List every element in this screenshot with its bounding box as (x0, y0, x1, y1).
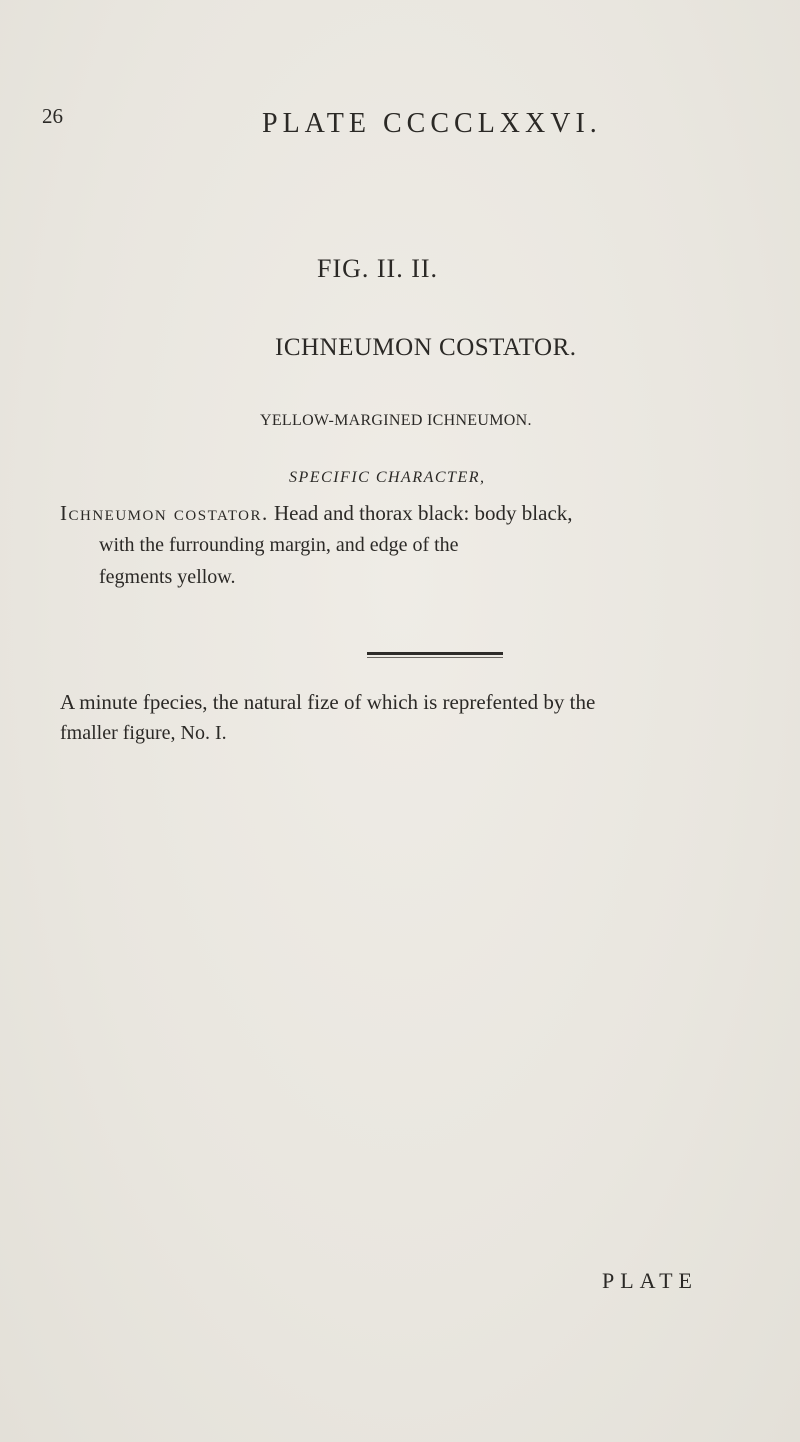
section-heading: SPECIFIC CHARACTER, (289, 469, 486, 486)
species-title: ICHNEUMON COSTATOR. (275, 334, 577, 361)
specific-character-line-2: with the furrounding margin, and edge of the (99, 534, 459, 556)
specific-character-text: Head and thorax black: body black, (268, 501, 573, 525)
section-divider-fine (367, 657, 503, 658)
common-name: YELLOW-MARGINED ICHNEUMON. (260, 412, 532, 429)
catchword: PLATE (602, 1268, 698, 1293)
species-name: Ichneumon costator. (60, 501, 269, 525)
figure-label: FIG. II. II. (317, 254, 439, 283)
section-divider (367, 652, 503, 655)
page-number: 26 (42, 104, 63, 128)
running-head: PLATE CCCCLXXVI. (262, 108, 602, 139)
specific-character-line-1 (60, 501, 573, 526)
specific-character-line-3: fegments yellow. (99, 566, 236, 588)
observation-line-2: fmaller figure, No. I. (60, 722, 227, 744)
observation-line-1: A minute fpecies, the natural fize of which is reprefented by the (60, 690, 596, 714)
